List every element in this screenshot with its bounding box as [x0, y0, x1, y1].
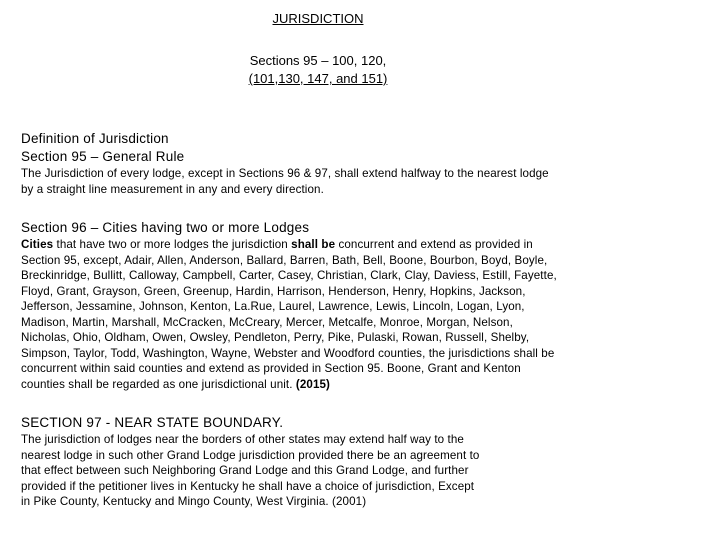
text-line: concurrent within said counties and extend as provided in Section 95. Boone, Grant and Kenton: [21, 362, 521, 375]
text-line: Nicholas, Ohio, Oldham, Owen, Owsley, Pendleton, Perry, Pike, Pulaski, Rowan, Russell, Shelby,: [21, 331, 530, 344]
text-line: in Pike County, Kentucky and Mingo County, West Virginia. (2001): [21, 495, 367, 508]
text-fragment: counties shall be regarded as one jurisdictional unit.: [21, 377, 296, 391]
sections-reference: [0, 52, 636, 88]
text-line: Jefferson, Jessamine, Johnson, Kenton, La.Rue, Laurel, Lawrence, Lewis, Lincoln, Logan, Lyon,: [21, 300, 525, 313]
text-line: Madison, Martin, Marshall, McCracken, McCreary, Mercer, Metcalfe, Monroe, Morgan, Nelson,: [21, 315, 513, 329]
bold-text: shall be: [291, 238, 336, 251]
sections-reference-line-2: (101,130, 147, and 151): [248, 71, 388, 86]
section-96-body: [21, 237, 621, 392]
text-line: that effect between such Neighboring Grand Lodge and this Grand Lodge, and further: [21, 464, 469, 477]
section-95-heading: Section 95 – General Rule: [21, 149, 185, 164]
text-line: The Jurisdiction of every lodge, except in Sections 96 & 97, shall extend halfway to the nearest lodge: [21, 167, 549, 180]
text-line: [21, 237, 621, 253]
page-title: JURISDICTION: [272, 11, 364, 26]
section-95-body: [21, 166, 621, 197]
text-line: provided if the petitioner lives in Kentucky he shall have a choice of jurisdiction, Except: [21, 479, 475, 493]
text-line: Simpson, Taylor, Todd, Washington, Wayne, Webster and Woodford counties, the jurisdictions shall be: [21, 346, 555, 360]
text-fragment: concurrent and extend as provided in: [335, 238, 533, 251]
text-line: [21, 377, 621, 393]
section-97-body: [21, 432, 621, 510]
text-line: Floyd, Grant, Grayson, Green, Greenup, Hardin, Harrison, Henderson, Henry, Hopkins, Jackson,: [21, 284, 526, 298]
text-line: The jurisdiction of lodges near the borders of other states may extend half way to the: [21, 433, 464, 446]
text-line: nearest lodge in such other Grand Lodge jurisdiction provided there be an agreement to: [21, 448, 480, 462]
bold-text: Cities: [21, 238, 54, 251]
text-fragment: that have two or more lodges the jurisdiction: [53, 238, 292, 251]
text-line: Section 95, except, Adair, Allen, Anderson, Ballard, Barren, Bath, Bell, Boone, Bourbon, Boyd, Boyle,: [21, 253, 548, 267]
definition-heading: Definition of Jurisdiction: [21, 131, 169, 146]
sections-reference-line-1: Sections 95 – 100, 120,: [249, 53, 387, 68]
year-note: (2015): [295, 377, 331, 391]
text-line: by a straight line measurement in any and every direction.: [21, 182, 324, 196]
text-line: Breckinridge, Bullitt, Calloway, Campbell, Carter, Casey, Christian, Clark, Clay, Daviess, Estill, Fayette,: [21, 269, 557, 282]
section-97-heading: SECTION 97 - NEAR STATE BOUNDARY.: [21, 415, 284, 430]
section-96-heading: Section 96 – Cities having two or more Lodges: [21, 220, 310, 235]
